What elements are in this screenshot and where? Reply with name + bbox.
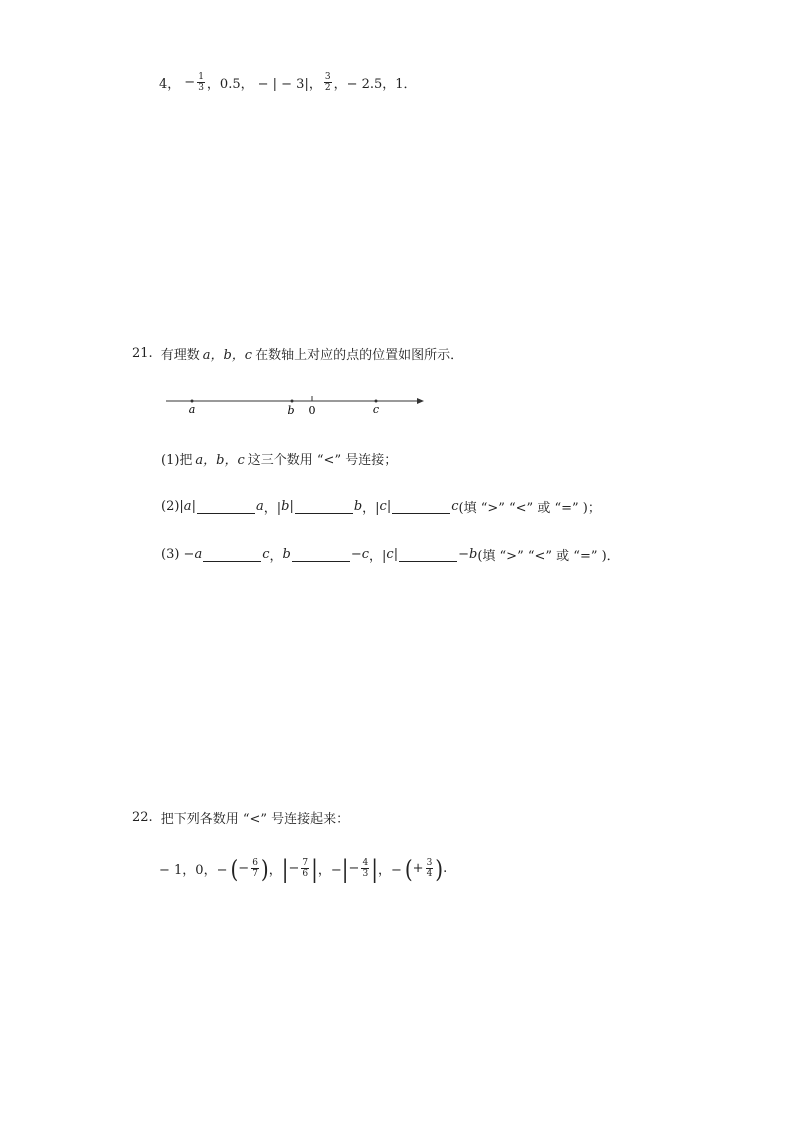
part-text: − <box>350 547 362 562</box>
fraction: $\frac{3}{4}$ <box>426 858 433 879</box>
stem-vars: a，b，c <box>202 348 253 363</box>
fraction: $\frac{1}{3}$ <box>198 72 204 93</box>
answer-blank[interactable] <box>197 499 255 514</box>
sign: − <box>348 861 360 876</box>
answer-blank[interactable] <box>392 499 450 514</box>
var: c <box>361 547 370 562</box>
fraction: $\frac{7}{6}$ <box>302 858 309 879</box>
sign: + <box>412 861 424 876</box>
answer-blank[interactable] <box>292 547 350 562</box>
fraction: $\frac{4}{3}$ <box>362 858 369 879</box>
var: c <box>451 499 459 514</box>
part-text: (填 “>” “<” 或 “=” )． <box>477 549 620 564</box>
label-zero: 0 <box>308 404 316 417</box>
number-list <box>159 72 417 93</box>
part-text: | <box>393 547 399 562</box>
left-paren: ( <box>404 854 413 883</box>
fraction: $\frac{6}{7}$ <box>252 858 258 879</box>
right-paren: ) <box>435 854 444 883</box>
answer-blank[interactable] <box>295 499 353 514</box>
var: c <box>386 547 394 562</box>
number-item: − <box>184 75 196 90</box>
var: b <box>282 547 291 562</box>
stem-text: 在数轴上对应的点的位置如图所示． <box>255 348 464 363</box>
part-text: ，| <box>263 501 282 516</box>
var: b <box>281 499 290 514</box>
var: a <box>183 499 192 514</box>
abs-bar: | <box>341 854 349 883</box>
abs-bar: | <box>281 854 289 883</box>
sign: − <box>288 861 300 876</box>
part-text: (1)把 <box>161 453 193 468</box>
answer-blank[interactable] <box>203 547 261 562</box>
abs-bar: | <box>311 854 318 883</box>
part-text: (填 “>” “<” 或 “=” )； <box>458 501 601 516</box>
question-22-numbers <box>159 854 448 883</box>
label-c: c <box>372 403 380 416</box>
separator: ， <box>268 863 282 878</box>
var: c <box>379 499 387 514</box>
question-number: 22. <box>132 810 153 825</box>
part-text: (2)| <box>161 499 184 514</box>
number-line <box>162 392 432 420</box>
question-21-stem <box>132 344 463 363</box>
label-a: a <box>188 403 196 416</box>
separator: ，− <box>317 863 342 878</box>
left-paren: ( <box>230 854 239 883</box>
part-text: | <box>386 499 392 514</box>
var: b <box>353 499 363 514</box>
var: c <box>262 547 270 562</box>
label-b: b <box>287 404 295 417</box>
stem-text: 把下列各数用 “<” 号连接起来： <box>160 812 350 827</box>
part-text: | <box>191 499 196 514</box>
number-item: − 1，0，− <box>159 863 228 878</box>
number-item: 4， <box>159 77 181 92</box>
right-paren: ) <box>260 854 269 883</box>
sign: − <box>238 861 250 876</box>
number-item: ，0.5， <box>206 77 254 92</box>
question-number: 21. <box>132 346 153 361</box>
part-text: ， <box>269 549 283 564</box>
separator: ，− <box>377 863 402 878</box>
period: . <box>443 861 448 876</box>
part-text: − <box>458 547 469 562</box>
part-vars: a，b，c <box>195 453 245 468</box>
question-21-part-3 <box>161 545 620 564</box>
part-text: ，| <box>362 501 380 516</box>
question-21-part-2 <box>161 497 601 516</box>
answer-blank[interactable] <box>399 547 457 562</box>
question-22-stem <box>132 808 349 827</box>
question-21-part-1 <box>161 449 397 468</box>
abs-bar: | <box>371 854 378 883</box>
number-item: ，− 2.5，1． <box>333 77 417 92</box>
axis-arrow <box>417 398 424 404</box>
stem-text: 有理数 <box>160 348 200 363</box>
fraction: $\frac{3}{2}$ <box>324 72 331 93</box>
var: a <box>255 499 264 514</box>
part-text: 这三个数用 “<” 号连接； <box>247 453 398 468</box>
part-text: | <box>289 499 294 514</box>
number-item: − | − 3|， <box>257 77 322 92</box>
var: a <box>194 547 203 562</box>
point-b <box>291 400 294 403</box>
part-text: (3) − <box>161 547 195 562</box>
part-text: ，| <box>369 549 387 564</box>
var: b <box>469 547 478 562</box>
